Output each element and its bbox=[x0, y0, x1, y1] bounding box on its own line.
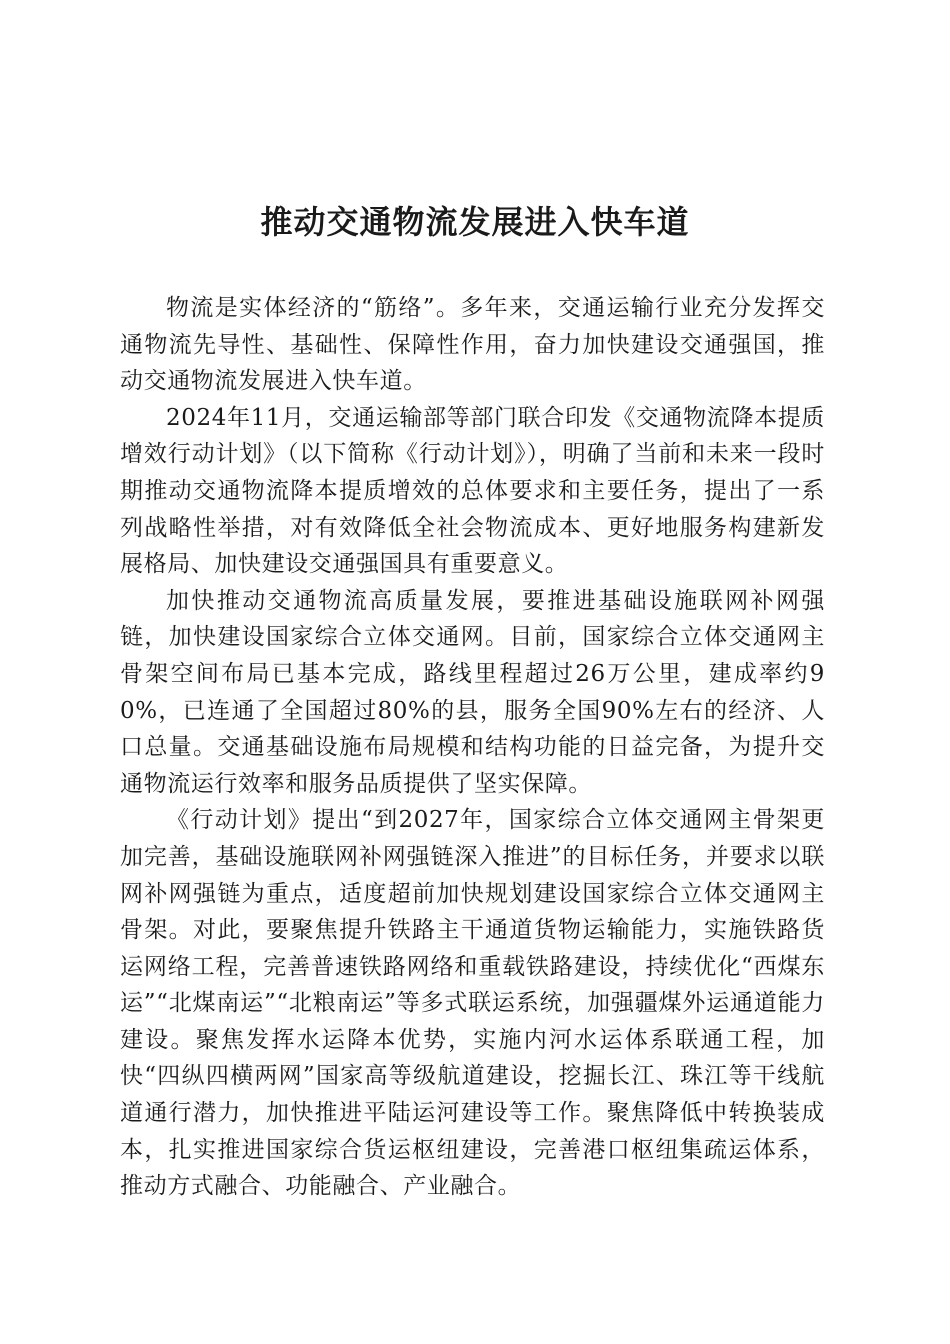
article-body bbox=[120, 290, 825, 1205]
paragraph-1: 物流是实体经济的“筋络”。多年来，交通运输行业充分发挥交通物流先导性、基础性、保障性作用，奋力加快建设交通强国，推动交通物流发展进入快车道。 bbox=[120, 295, 825, 395]
paragraph-4: 《行动计划》提出“到2027年，国家综合立体交通网主骨架更加完善，基础设施联网补网强链深入推进”的目标任务，并要求以联网补网强链为重点，适度超前加快规划建设国家综合立体交通网主骨架。对此，要聚焦提升铁路主干通道货物运输能力，实施铁路货运网络工程，完善普速铁路网络和重载铁路建设，持续优化“西煤东运”“北煤南运”“北粮南运”等多式联运系统，加强疆煤外运通道能力建设。聚焦发挥水运降本优势，实施内河水运体系联通工程，加快“四纵四横两网”国家高等级航道建设，挖掘长江、珠江等干线航道通行潜力，加快推进平陆运河建设等工作。聚焦降低中转换装成本，扎实推进国家综合货运枢纽建设，完善港口枢纽集疏运体系，推动方式融合、功能融合、产业融合。 bbox=[120, 807, 825, 1200]
paragraph-3: 加快推动交通物流高质量发展，要推进基础设施联网补网强链，加快建设国家综合立体交通网。目前，国家综合立体交通网主骨架空间布局已基本完成，路线里程超过26万公里，建成率约90%，已连通了全国超过80%的县，服务全国90%左右的经济、人口总量。交通基础设施布局规模和结构功能的日益完备，为提升交通物流运行效率和服务品质提供了坚实保障。 bbox=[120, 587, 825, 797]
paragraph-2: 2024年11月，交通运输部等部门联合印发《交通物流降本提质增效行动计划》（以下简称《行动计划》），明确了当前和未来一段时期推动交通物流降本提质增效的总体要求和主要任务，提出了一系列战略性举措，对有效降低全社会物流成本、更好地服务构建新发展格局、加快建设交通强国具有重要意义。 bbox=[120, 404, 825, 578]
article-title: 推动交通物流发展进入快车道 bbox=[260, 203, 690, 241]
